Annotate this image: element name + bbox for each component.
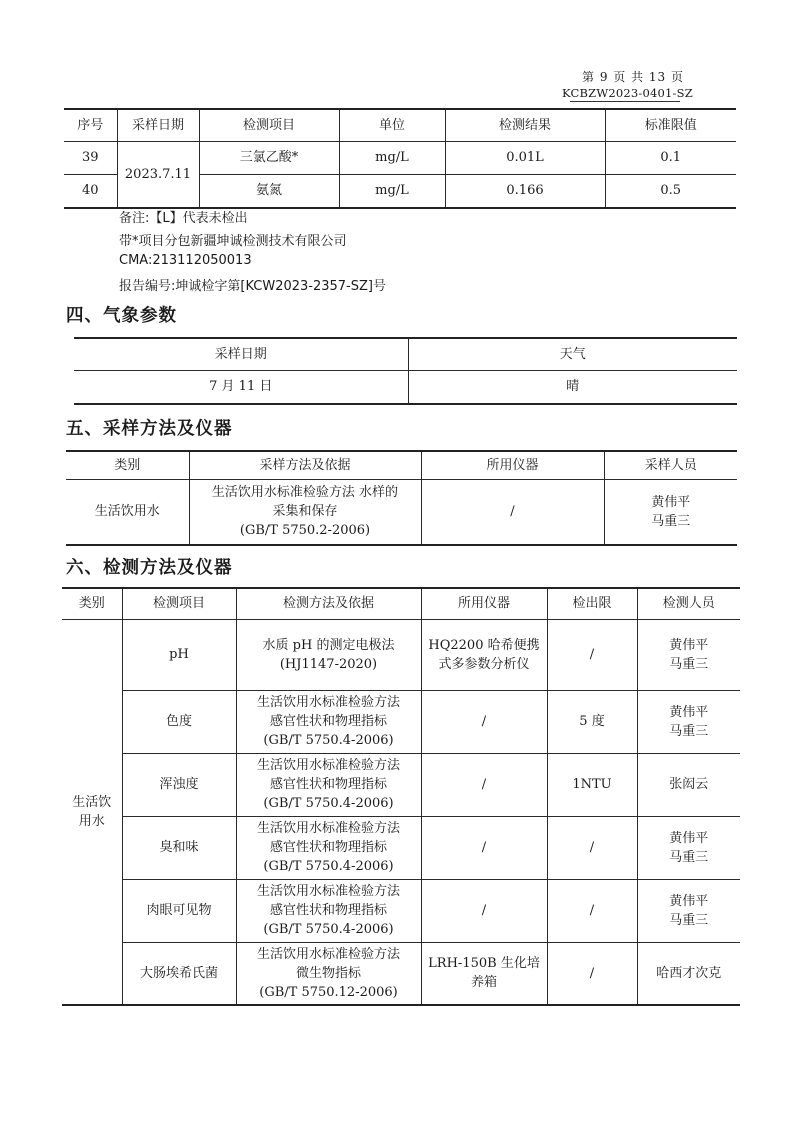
col-header-result: 检测结果 [445, 109, 605, 141]
section5-title: 五、采样方法及仪器 [66, 419, 233, 439]
test-staff [637, 942, 740, 1005]
table-row [62, 690, 740, 753]
method-line: 生活饮用水标准检验方法 [256, 758, 400, 773]
staff-name: 张闳云 [669, 777, 709, 792]
table-row [66, 479, 737, 545]
test-method [236, 690, 421, 753]
row-limit: 0.5 [605, 174, 736, 208]
col-header-no: 序号 [64, 109, 117, 141]
test-item: 臭和味 [122, 816, 236, 879]
section6-title: 六、检测方法及仪器 [66, 558, 233, 578]
method-line: 采集和保存 [272, 504, 338, 520]
method-line: 水质 pH 的测定电极法 [262, 637, 395, 653]
instrument-line: 式多参数分析仪 [438, 656, 530, 672]
test-instrument: / [421, 753, 547, 816]
method-line: (HJ1147-2020) [279, 656, 378, 672]
test-staff [637, 879, 740, 942]
test-limit: / [547, 879, 637, 942]
sampling-header-category: 类别 [66, 451, 189, 479]
test-item: 浑浊度 [122, 753, 236, 816]
table-row [62, 879, 740, 942]
test-instrument: / [421, 879, 547, 942]
row-no: 39 [64, 141, 117, 174]
method-line: 生活饮用水标准检验方法 [256, 821, 400, 836]
note-subcontract: 带*项目分包新疆坤诚检测技术有限公司 [119, 234, 347, 249]
test-limit: / [547, 816, 637, 879]
test-limit: 5 度 [547, 690, 637, 753]
instrument-line: 养箱 [470, 975, 497, 991]
test-instrument [421, 942, 547, 1005]
weather-date: 7 月 11 日 [74, 370, 408, 404]
category-line: 生活饮 [72, 794, 112, 810]
row-unit: mg/L [339, 174, 445, 208]
test-item: 色度 [122, 690, 236, 753]
row-limit: 0.1 [605, 141, 736, 174]
row-item: 三氯乙酸* [199, 141, 339, 174]
test-header-instrument: 所用仪器 [421, 588, 547, 619]
method-line: (GB/T 5750.12-2006) [259, 984, 398, 1000]
test-instrument: / [421, 816, 547, 879]
test-item: 大肠埃希氏菌 [122, 942, 236, 1005]
row-no: 40 [64, 174, 117, 208]
test-staff [637, 753, 740, 816]
method-line: (GB/T 5750.4-2006) [263, 922, 394, 937]
method-line: (GB/T 5750.4-2006) [263, 733, 394, 748]
test-header-method: 检测方法及依据 [236, 588, 421, 619]
row-item: 氨氮 [199, 174, 339, 208]
test-limit: / [547, 619, 637, 690]
staff-name: 哈西才次克 [656, 965, 722, 981]
row-result: 0.166 [445, 174, 605, 208]
test-method [236, 619, 421, 690]
note-report-number: 报告编号:坤诚检字第[KCW2023-2357-SZ]号 [119, 279, 386, 294]
test-method [236, 816, 421, 879]
staff-name: 马重三 [669, 656, 709, 672]
instrument-line: HQ2200 哈希便携 [428, 637, 540, 653]
note-undetected: 备注:【L】代表未检出 [119, 211, 248, 226]
method-line: 微生物指标 [295, 965, 361, 981]
sampling-method [189, 479, 421, 545]
staff-name: 黄伟平 [669, 704, 709, 720]
page-number: 第 9 页 共 13 页 [582, 70, 684, 84]
test-limit: 1NTU [547, 753, 637, 816]
test-item: 肉眼可见物 [122, 879, 236, 942]
test-header-item: 检测项目 [122, 588, 236, 619]
instrument-line: LRH-150B 生化培 [428, 956, 540, 972]
sampling-header-instrument: 所用仪器 [421, 451, 604, 479]
weather-table [74, 337, 737, 405]
table-row [62, 942, 740, 1005]
method-line: (GB/T 5750.4-2006) [263, 796, 394, 811]
table-row [62, 619, 740, 690]
col-header-limit: 标准限值 [605, 109, 736, 141]
table-row [62, 753, 740, 816]
method-line: 感官性状和物理指标 [269, 903, 387, 918]
method-line: 生活饮用水标准检验方法 [256, 695, 400, 710]
sampling-staff [604, 479, 737, 545]
method-line: 感官性状和物理指标 [269, 777, 387, 792]
results-table [64, 108, 736, 209]
test-category [62, 619, 122, 1005]
table-row [74, 370, 737, 404]
method-line: 感官性状和物理指标 [269, 714, 387, 729]
col-header-date: 采样日期 [117, 109, 199, 141]
sampling-table [66, 450, 737, 546]
method-line: 生活饮用水标准检验方法 水样的 [211, 485, 399, 501]
test-method [236, 753, 421, 816]
sample-date: 2023.7.11 [117, 141, 199, 208]
staff-name: 黄伟平 [651, 494, 691, 510]
method-line: 生活饮用水标准检验方法 [256, 946, 400, 962]
staff-name: 马重三 [669, 912, 709, 928]
test-item: pH [122, 619, 236, 690]
method-line: 感官性状和物理指标 [269, 840, 387, 855]
staff-name: 马重三 [669, 723, 709, 739]
test-staff [637, 619, 740, 690]
staff-name: 黄伟平 [669, 830, 709, 846]
results-header-row [64, 109, 736, 141]
sampling-category: 生活饮用水 [66, 479, 189, 545]
test-header-category: 类别 [62, 588, 122, 619]
method-line: 生活饮用水标准检验方法 [256, 884, 400, 899]
test-method [236, 942, 421, 1005]
table-row [64, 141, 736, 174]
row-unit: mg/L [339, 141, 445, 174]
test-header-staff: 检测人员 [637, 588, 740, 619]
weather-header-weather: 天气 [408, 338, 737, 370]
row-result: 0.01L [445, 141, 605, 174]
test-limit: / [547, 942, 637, 1005]
section4-title: 四、气象参数 [66, 306, 177, 326]
col-header-item: 检测项目 [199, 109, 339, 141]
sampling-header-staff: 采样人员 [604, 451, 737, 479]
test-staff [637, 816, 740, 879]
test-method [236, 879, 421, 942]
note-cma: CMA:213112050013 [119, 253, 252, 268]
test-instrument: / [421, 690, 547, 753]
method-line: (GB/T 5750.4-2006) [263, 859, 394, 874]
testing-table [62, 587, 740, 1006]
test-header-limit: 检出限 [547, 588, 637, 619]
staff-name: 马重三 [669, 849, 709, 865]
test-staff [637, 690, 740, 753]
weather-value: 晴 [408, 370, 737, 404]
staff-name: 马重三 [651, 513, 691, 529]
sampling-instrument: / [421, 479, 604, 545]
sampling-header-method: 采样方法及依据 [189, 451, 421, 479]
report-code: KCBZW2023-0401-SZ [562, 86, 693, 100]
staff-name: 黄伟平 [669, 637, 709, 653]
category-line: 用水 [78, 813, 105, 829]
weather-header-date: 采样日期 [74, 338, 408, 370]
col-header-unit: 单位 [339, 109, 445, 141]
method-line: (GB/T 5750.2-2006) [239, 523, 371, 539]
header-divider [570, 101, 680, 102]
staff-name: 黄伟平 [669, 893, 709, 909]
test-instrument [421, 619, 547, 690]
table-row [62, 816, 740, 879]
